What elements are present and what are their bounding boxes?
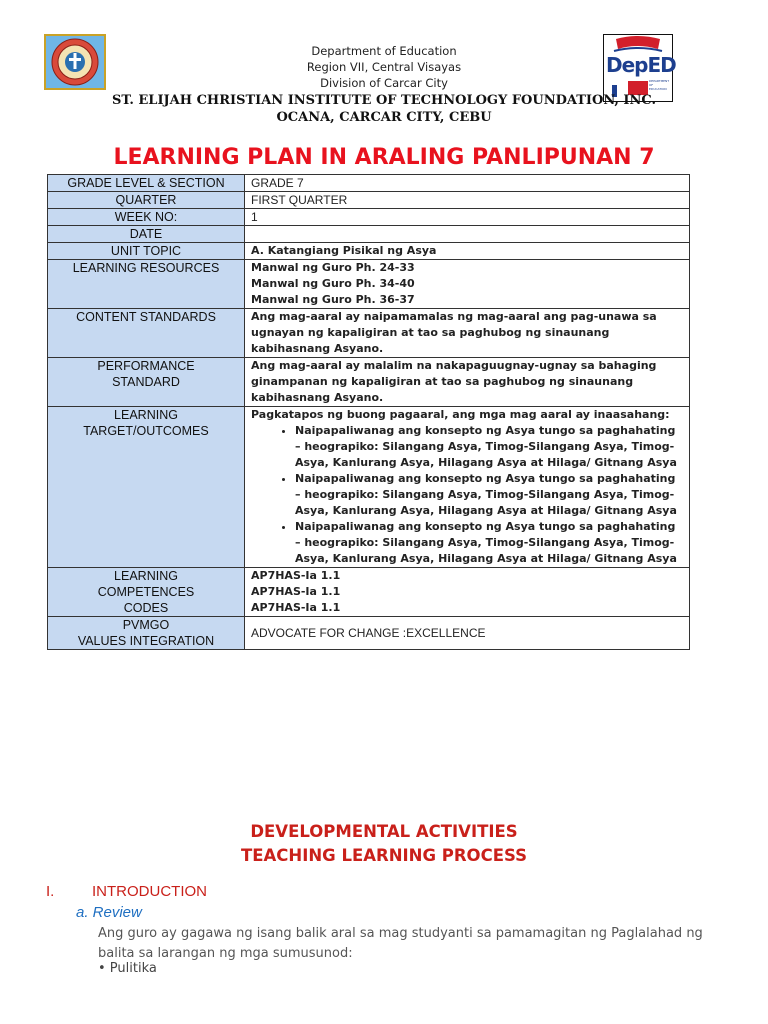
performance-label-line: PERFORMANCE [97, 359, 195, 373]
competence-code: AP7HAS-Ia 1.1 [251, 585, 341, 598]
pvmgo-label-line: PVMGO [122, 618, 170, 632]
performance-label-line: STANDARD [112, 375, 180, 389]
date-label: DATE [48, 226, 245, 243]
bullet-item: • Pulitika [98, 961, 157, 976]
school-address: OCANA, CARCAR CITY, CEBU [276, 110, 492, 125]
learning-resources-label: LEARNING RESOURCES [48, 260, 245, 309]
competence-code: AP7HAS-Ia 1.1 [251, 569, 341, 582]
deped-logo-subtext: DEPARTMENT OF EDUCATION [649, 79, 670, 91]
week-label: WEEK NO: [48, 209, 245, 226]
pvmgo-label [48, 617, 245, 650]
competences-value [245, 568, 690, 617]
unit-topic-label: UNIT TOPIC [48, 243, 245, 260]
resource-item: Manwal ng Guro Ph. 24-33 [251, 261, 415, 274]
target-item: • Naipapaliwanag ang konsepto ng Asya tungo sa paghahating – heograpiko: Silangang Asya, Timog-Silangang Asya, Timog-Asya, Kanlurang Asya, Hilagang Asya at Hilaga/ Gitnang Asya [295, 471, 683, 519]
school-name: ST. ELIJAH CHRISTIAN INSTITUTE OF TECHNOLOGY FOUNDATION, INC. [111, 93, 657, 108]
review-heading: a. Review [76, 904, 142, 921]
learning-resources-value [245, 260, 690, 309]
table-row [48, 407, 690, 568]
content-standards-value: Ang mag-aaral ay naipamamalas ng mag-aaral ang pag-unawa sa ugnayan ng kapaligiran at tao sa paghubog ng sinaunang kabihasnang Asyano. [245, 309, 690, 358]
table-row [48, 309, 690, 358]
table-row [48, 617, 690, 650]
teaching-process-title: TEACHING LEARNING PROCESS [241, 846, 527, 865]
pvmgo-label-line: VALUES INTEGRATION [77, 634, 215, 648]
target-item: • Naipapaliwanag ang konsepto ng Asya tungo sa paghahating – heograpiko: Silangang Asya, Timog-Silangang Asya, Timog-Asya, Kanlurang Asya, Hilagang Asya at Hilaga/ Gitnang Asya [295, 423, 683, 471]
learning-target-value [245, 407, 690, 568]
introduction-heading: INTRODUCTION [92, 883, 207, 900]
header-line-3: Division of Carcar City [320, 76, 448, 90]
table-row [48, 209, 690, 226]
header-line-1: Department of Education [311, 44, 457, 58]
developmental-title: DEVELOPMENTAL ACTIVITIES [250, 822, 518, 841]
target-item: • Naipapaliwanag ang konsepto ng Asya tungo sa paghahating – heograpiko: Silangang Asya, Timog-Silangang Asya, Timog-Asya, Kanlurang Asya, Hilagang Asya at Hilaga/ Gitnang Asya [295, 519, 683, 567]
learning-plan-table [47, 174, 690, 650]
page-title: LEARNING PLAN IN ARALING PANLIPUNAN 7 [113, 145, 655, 170]
target-intro: Pagkatapos ng buong pagaaral, ang mga mag aaral ay inaasahang: [251, 408, 670, 421]
unit-topic-value: A. Katangiang Pisikal ng Asya [245, 243, 690, 260]
header-line-2: Region VII, Central Visayas [306, 60, 462, 74]
table-row [48, 226, 690, 243]
target-label-line: TARGET/OUTCOMES [83, 424, 209, 438]
table-row [48, 243, 690, 260]
table-row [48, 260, 690, 309]
competence-code: AP7HAS-Ia 1.1 [251, 601, 341, 614]
table-row [48, 568, 690, 617]
competences-label [48, 568, 245, 617]
competences-label-line: COMPETENCES [97, 585, 195, 599]
competences-label-line: LEARNING [114, 569, 178, 583]
week-value: 1 [245, 209, 690, 226]
target-list [251, 423, 683, 567]
quarter-value: FIRST QUARTER [245, 192, 690, 209]
table-row [48, 192, 690, 209]
resource-item: Manwal ng Guro Ph. 34-40 [251, 277, 415, 290]
date-value [245, 226, 690, 243]
resource-item: Manwal ng Guro Ph. 36-37 [251, 293, 415, 306]
deped-logo-text: DepED [606, 53, 676, 77]
quarter-label: QUARTER [48, 192, 245, 209]
grade-level-label: GRADE LEVEL & SECTION [48, 175, 245, 192]
content-standards-label: CONTENT STANDARDS [48, 309, 245, 358]
pvmgo-value: ADVOCATE FOR CHANGE :EXCELLENCE [245, 617, 690, 650]
learning-target-label [48, 407, 245, 568]
table-row [48, 358, 690, 407]
competences-label-line: CODES [123, 601, 169, 615]
target-label-line: LEARNING [114, 408, 178, 422]
review-paragraph: Ang guro ay gagawa ng isang balik aral sa mag studyanti sa pamamagitan ng Paglalahad ng balita sa larangan ng mga sumusunod: [98, 926, 703, 961]
performance-standard-label [48, 358, 245, 407]
table-row [48, 175, 690, 192]
performance-standard-value: Ang mag-aaral ay malalim na nakapaguugnay-ugnay sa bahaging ginampanan ng kapaligiran at tao sa paghubog ng sinaunang kabihasnang Asyano. [245, 358, 690, 407]
introduction-number: I. [46, 883, 55, 900]
grade-level-value: GRADE 7 [245, 175, 690, 192]
